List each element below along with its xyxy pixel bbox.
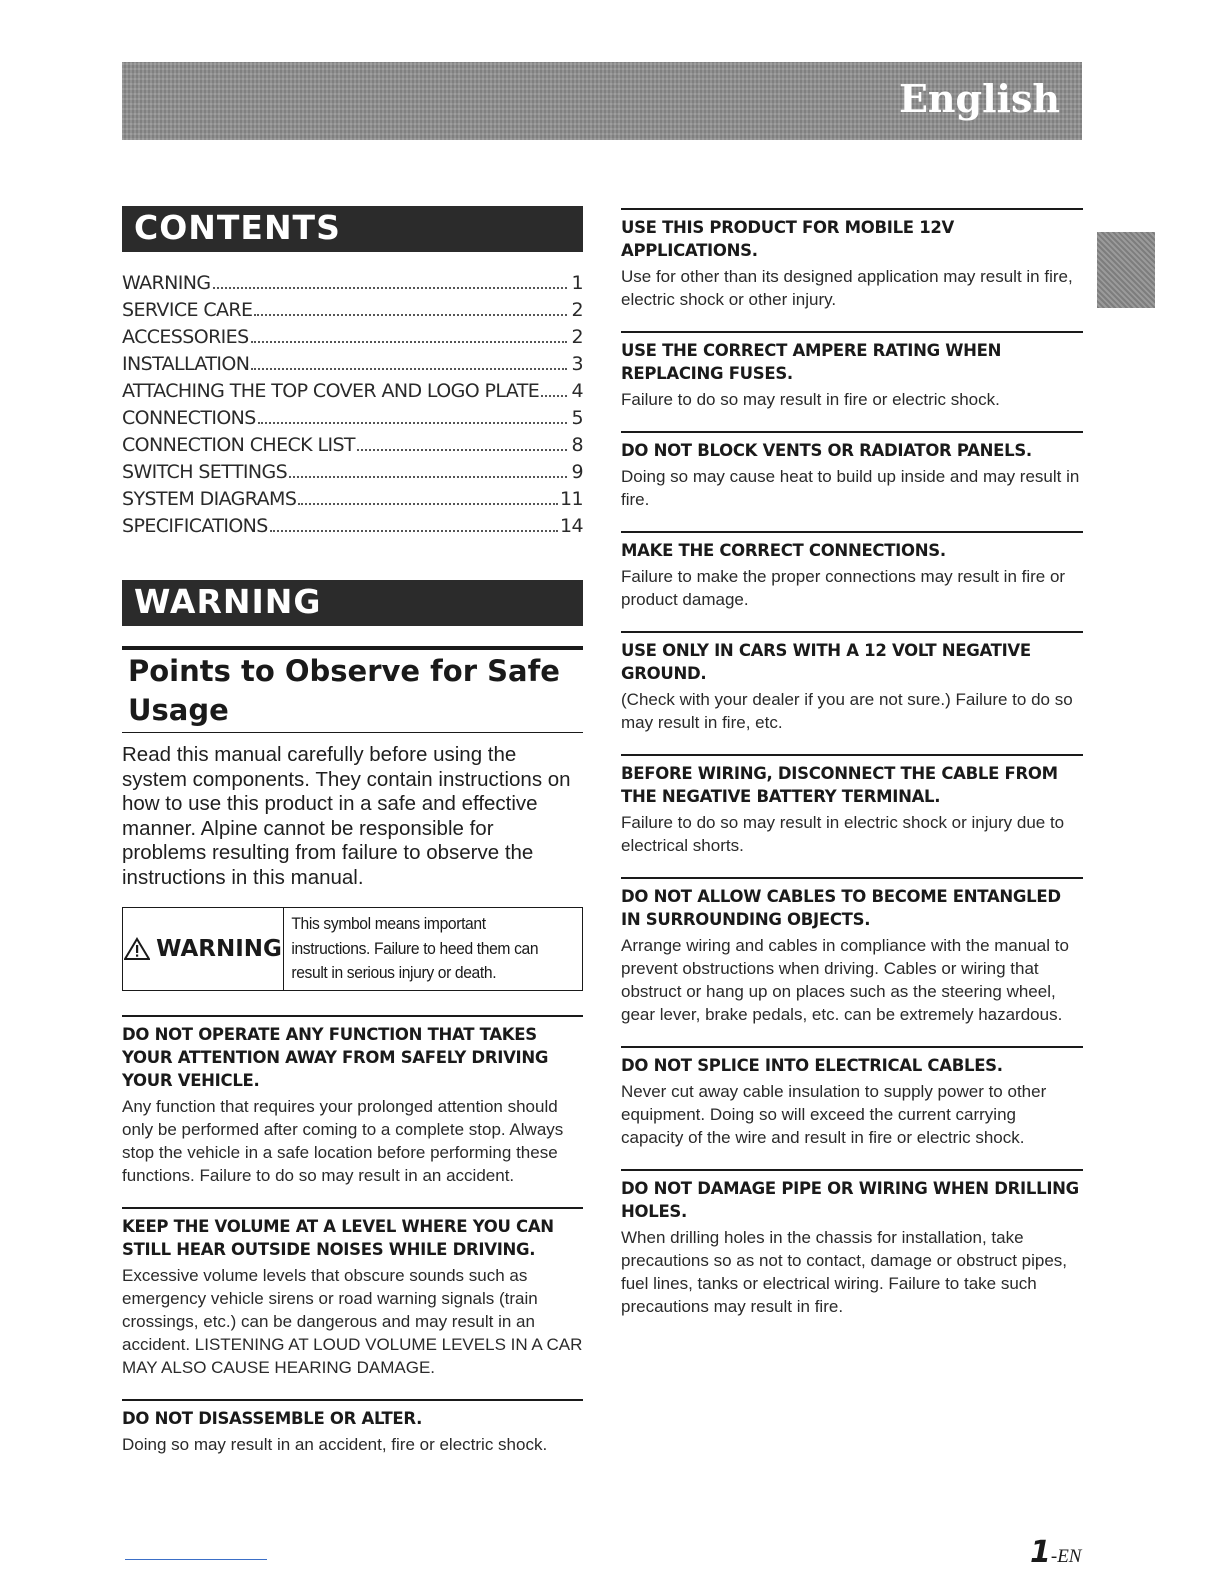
toc-label: SERVICE CARE xyxy=(122,299,253,321)
toc-label: SPECIFICATIONS xyxy=(122,515,268,537)
toc-page: 9 xyxy=(571,461,583,483)
safety-item-title: DO NOT BLOCK VENTS OR RADIATOR PANELS. xyxy=(621,441,1032,460)
safety-item xyxy=(621,208,1083,311)
contents-heading: CONTENTS xyxy=(122,206,583,252)
toc-leader xyxy=(254,314,567,316)
safety-item-body: Failure to make the proper connections may result in fire or product damage. xyxy=(621,567,1066,609)
toc-leader xyxy=(298,503,558,505)
toc-label: INSTALLATION xyxy=(122,353,250,375)
intro-paragraph: Read this manual carefully before using the system components. They contain instructions on how to use this product in a safe and effective manner. Alpine cannot be responsible for problems resulting from failure to observe the instructions in this manual. xyxy=(122,743,571,889)
section-tab-marker xyxy=(1097,232,1155,308)
language-banner xyxy=(122,62,1082,140)
toc-page: 4 xyxy=(571,380,583,402)
safety-item xyxy=(122,1207,583,1379)
toc-leader xyxy=(251,341,567,343)
safety-item xyxy=(621,531,1083,611)
safety-item xyxy=(122,1015,583,1187)
safety-item-body: Doing so may cause heat to build up inside and may result in fire. xyxy=(621,467,1080,509)
safety-item-body: Any function that requires your prolonged attention should only be performed after coming to a complete stop. Always stop the vehicle in a safe location before performing these functions. Failure to do so may result in an accident. xyxy=(122,1097,564,1185)
toc-page: 8 xyxy=(571,434,583,456)
safety-item-title: USE THE CORRECT AMPERE RATING WHEN REPLACING FUSES. xyxy=(621,341,1002,383)
warning-symbol-cell xyxy=(123,908,284,990)
toc-entry[interactable] xyxy=(122,459,583,486)
toc-entry[interactable] xyxy=(122,486,583,513)
safety-item-body: Excessive volume levels that obscure sounds such as emergency vehicle sirens or road warning signals (train crossings, etc.) can be dangerous and may result in an accident. LISTENING AT LOUD VOLUME LEVELS IN A CAR MAY ALSO CAUSE HEARING DAMAGE. xyxy=(122,1266,583,1377)
page-number xyxy=(1030,1535,1081,1570)
safety-item-body: When drilling holes in the chassis for installation, take precautions so as not to contact, damage or obstruct pipes, fuel lines, tanks or electrical wiring. Failure to take such precautions may result in fire. xyxy=(621,1228,1068,1316)
safety-item-title: DO NOT DAMAGE PIPE OR WIRING WHEN DRILLING HOLES. xyxy=(621,1179,1079,1221)
toc-page: 1 xyxy=(571,272,583,294)
subheading-underline xyxy=(122,732,583,733)
safety-item-title: DO NOT OPERATE ANY FUNCTION THAT TAKES YOUR ATTENTION AWAY FROM SAFELY DRIVING YOUR VEHICLE. xyxy=(122,1025,549,1090)
toc-page: 2 xyxy=(571,326,583,348)
safety-item-title: DO NOT DISASSEMBLE OR ALTER. xyxy=(122,1409,423,1428)
toc-entry[interactable] xyxy=(122,432,583,459)
safety-item xyxy=(621,877,1083,1026)
safety-item xyxy=(122,1399,583,1456)
safety-item-title: MAKE THE CORRECT CONNECTIONS. xyxy=(621,541,946,560)
safety-item-body: Doing so may result in an accident, fire or electric shock. xyxy=(122,1435,548,1454)
safety-item-body: Failure to do so may result in fire or electric shock. xyxy=(621,390,1000,409)
warning-heading: WARNING xyxy=(122,580,583,626)
toc-label: SYSTEM DIAGRAMS xyxy=(122,488,297,510)
safety-item xyxy=(621,631,1083,734)
safety-item-title: USE THIS PRODUCT FOR MOBILE 12V APPLICATIONS. xyxy=(621,218,955,260)
safety-item-body: Use for other than its designed application may result in fire, electric shock or other injury. xyxy=(621,267,1073,309)
safety-item xyxy=(621,754,1083,857)
toc-label: ATTACHING THE TOP COVER AND LOGO PLATE xyxy=(122,380,540,402)
toc-entry[interactable] xyxy=(122,405,583,432)
toc-page: 3 xyxy=(571,353,583,375)
toc-label: SWITCH SETTINGS xyxy=(122,461,288,483)
table-of-contents xyxy=(122,270,583,540)
toc-entry[interactable] xyxy=(122,351,583,378)
toc-entry[interactable] xyxy=(122,324,583,351)
warning-symbol-text: This symbol means important instructions. Failure to heed them can result in serious injury or death. xyxy=(291,914,539,982)
safety-item-title: BEFORE WIRING, DISCONNECT THE CABLE FROM THE NEGATIVE BATTERY TERMINAL. xyxy=(621,764,1058,806)
warning-symbol-label: WARNING xyxy=(156,936,282,962)
toc-label: ACCESSORIES xyxy=(122,326,249,348)
left-column xyxy=(122,206,583,1456)
safety-item-body: Failure to do so may result in electric shock or injury due to electrical shorts. xyxy=(621,813,1065,855)
safety-item xyxy=(621,431,1083,511)
toc-label: CONNECTION CHECK LIST xyxy=(122,434,355,456)
safety-item xyxy=(621,1046,1083,1149)
safety-item-title: DO NOT ALLOW CABLES TO BECOME ENTANGLED IN SURROUNDING OBJECTS. xyxy=(621,887,1061,929)
safety-item-body: Arrange wiring and cables in compliance with the manual to prevent obstructions when driving. Cables or wiring that obstruct or hang up on places such as the steering wheel, gear lever, brake pedals, etc. can be extremely hazardous. xyxy=(621,936,1069,1024)
toc-leader xyxy=(357,449,567,451)
right-column xyxy=(621,208,1083,1318)
safety-item-title: DO NOT SPLICE INTO ELECTRICAL CABLES. xyxy=(621,1056,1003,1075)
warning-triangle-icon xyxy=(124,937,150,961)
toc-leader xyxy=(289,476,567,478)
toc-page: 5 xyxy=(571,407,583,429)
safety-item-title: KEEP THE VOLUME AT A LEVEL WHERE YOU CAN STILL HEAR OUTSIDE NOISES WHILE DRIVING. xyxy=(122,1217,554,1259)
toc-leader xyxy=(258,422,567,424)
toc-leader xyxy=(270,530,558,532)
page-number-value: 1 xyxy=(1030,1535,1051,1570)
toc-page: 14 xyxy=(560,515,583,537)
language-label: English xyxy=(898,76,1060,121)
toc-leader xyxy=(213,287,568,289)
safety-item-title: USE ONLY IN CARS WITH A 12 VOLT NEGATIVE GROUND. xyxy=(621,641,1031,683)
toc-label: CONNECTIONS xyxy=(122,407,256,429)
safety-item-body: (Check with your dealer if you are not sure.) Failure to do so may result in fire, etc. xyxy=(621,690,1073,732)
toc-leader xyxy=(541,395,567,397)
toc-leader xyxy=(251,368,567,370)
toc-page: 2 xyxy=(571,299,583,321)
safety-item-body: Never cut away cable insulation to supply power to other equipment. Doing so will exceed the current carrying capacity of the wire and result in fire or electric shock. xyxy=(621,1082,1047,1147)
toc-page: 11 xyxy=(560,488,583,510)
safety-item xyxy=(621,331,1083,411)
safety-item xyxy=(621,1169,1083,1318)
points-subheading: Points to Observe for Safe Usage xyxy=(128,654,560,727)
toc-entry[interactable] xyxy=(122,297,583,324)
warning-symbol-box xyxy=(122,907,583,991)
footer-rule xyxy=(125,1559,267,1560)
toc-label: WARNING xyxy=(122,272,211,294)
toc-entry[interactable] xyxy=(122,378,583,405)
toc-entry[interactable] xyxy=(122,270,583,297)
toc-entry[interactable] xyxy=(122,513,583,540)
page-number-suffix: -EN xyxy=(1050,1546,1082,1567)
